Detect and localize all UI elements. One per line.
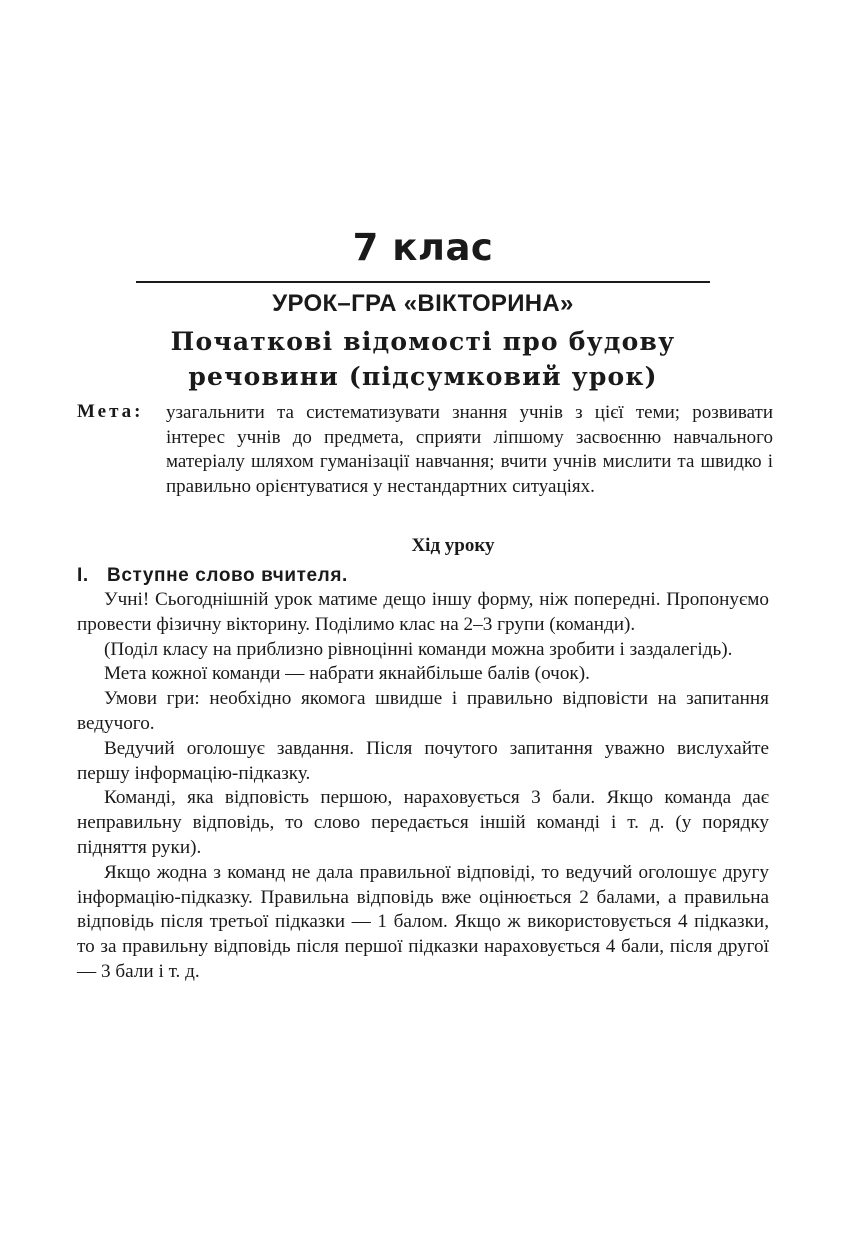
paragraph: (Поділ класу на приблизно рівноцінні команди можна зробити і заздалегідь).: [104, 638, 733, 660]
lesson-topic-line-2: речовини (підсумковий урок): [188, 362, 658, 391]
paragraph: Якщо жодна з команд не дала правильної відповіді, то ведучий оголошує другу інформацію-підказку. Правильна відповідь вже оцінюється 2 балами, а правильна відповідь після третьої підказки — 1 балом. Якщо ж використовується 4 підказки, то за правильну відповідь після першої підказки нараховується 4 бали, після другої — 3 бали і т. д.: [77, 861, 769, 982]
goal-label: Мета:: [77, 401, 144, 422]
section-number: I.: [77, 565, 89, 586]
title-divider: [136, 281, 710, 283]
lesson-topic-line-1: Початкові відомості про будову: [170, 327, 676, 356]
section-title: Вступне слово вчителя.: [107, 565, 348, 586]
paragraph: Умови гри: необхідно якомога швидше і правильно відповісти на запитання ведучого.: [77, 688, 769, 734]
lesson-progress-heading: Хід уроку: [411, 535, 495, 556]
goal-text: узагальнити та систематизувати знання учнів з цієї теми; розвивати інтерес учнів до предмета, сприяти ліпшому засвоєнню навчального матеріалу шляхом гуманізації навчання; вчити учнів мислити та швидко і правильно орієнтуватися у нестандартних ситуаціях.: [166, 402, 773, 497]
section-body: [77, 588, 769, 985]
section-heading: [77, 565, 348, 587]
paragraph: Команді, яка відповість першою, нараховується 3 бали. Якщо команда дає неправильну відповідь, то слово передається іншій команді і т. д. (у порядку підняття руки).: [77, 787, 769, 858]
paragraph: Учні! Сьогоднішній урок матиме дещо іншу форму, ніж попередні. Пропонуємо провести фізичну вікторину. Поділимо клас на 2–3 групи (команди).: [77, 589, 769, 635]
paragraph: Ведучий оголошує завдання. Після почутого запитання уважно вислухайте першу інформацію-підказку.: [77, 737, 769, 784]
lesson-type-heading: УРОК–ГРА «ВІКТОРИНА»: [272, 290, 574, 317]
paragraph: Мета кожної команди — набрати якнайбільше балів (очок).: [104, 663, 590, 685]
grade-title: 7 клас: [352, 226, 494, 269]
lesson-topic-heading: [0, 324, 846, 394]
